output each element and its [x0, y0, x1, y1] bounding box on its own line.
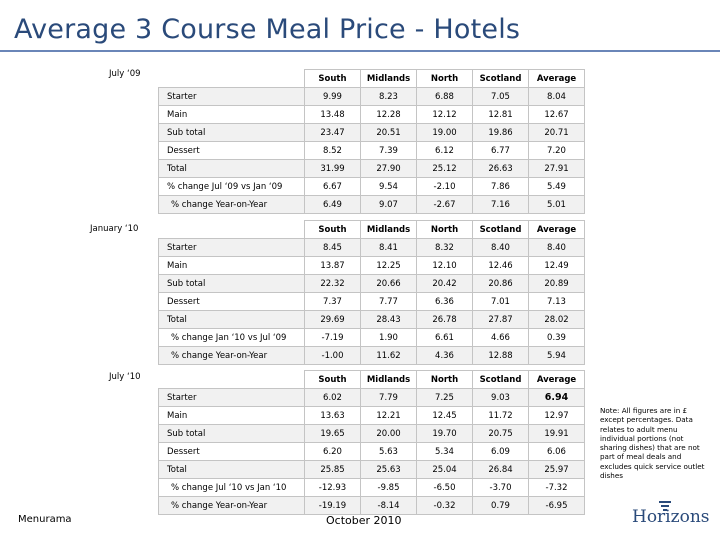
table-row [159, 497, 585, 515]
cell-value: 4.36 [417, 347, 473, 365]
cell-value: 12.46 [473, 257, 529, 275]
row-label: % change Jan ‘10 vs Jul ‘09 [159, 329, 305, 347]
table-row [159, 106, 585, 124]
cell-value: 11.62 [361, 347, 417, 365]
cell-value: 8.45 [305, 239, 361, 257]
cell-value: 20.51 [361, 124, 417, 142]
cell-value: 23.47 [305, 124, 361, 142]
cell-value: 29.69 [305, 311, 361, 329]
column-header-scotland: Scotland [473, 371, 529, 389]
table-row [159, 88, 585, 106]
cell-value: 19.70 [417, 425, 473, 443]
cell-value: 19.91 [529, 425, 585, 443]
cell-value: 5.49 [529, 178, 585, 196]
cell-value: 27.90 [361, 160, 417, 178]
cell-value: 6.06 [529, 443, 585, 461]
cell-value: 9.54 [361, 178, 417, 196]
cell-value: 6.36 [417, 293, 473, 311]
cell-value: 7.39 [361, 142, 417, 160]
cell-value: 26.63 [473, 160, 529, 178]
cell-value: -2.67 [417, 196, 473, 214]
cell-value: 12.25 [361, 257, 417, 275]
cell-value: -7.19 [305, 329, 361, 347]
period-label-jul-10: July ‘10 [109, 372, 141, 382]
cell-value: 25.04 [417, 461, 473, 479]
column-header-midlands: Midlands [361, 70, 417, 88]
table-row [159, 160, 585, 178]
table-header-row [159, 221, 585, 239]
cell-value: 7.79 [361, 389, 417, 407]
table-row [159, 275, 585, 293]
cell-value: 12.45 [417, 407, 473, 425]
cell-value: 12.88 [473, 347, 529, 365]
price-table-jul-10 [158, 370, 585, 515]
cell-value: 7.05 [473, 88, 529, 106]
cell-value: 6.09 [473, 443, 529, 461]
cell-value: 12.49 [529, 257, 585, 275]
column-header-south: South [305, 221, 361, 239]
column-header-average: Average [529, 221, 585, 239]
cell-value: -9.85 [361, 479, 417, 497]
row-label: Total [159, 160, 305, 178]
row-label: % change Year-on-Year [159, 196, 305, 214]
cell-value: 12.12 [417, 106, 473, 124]
cell-value: 12.81 [473, 106, 529, 124]
cell-value: 7.86 [473, 178, 529, 196]
column-header-north: North [417, 70, 473, 88]
cell-value: -7.32 [529, 479, 585, 497]
cell-value: 7.77 [361, 293, 417, 311]
cell-value: 6.49 [305, 196, 361, 214]
table-row [159, 142, 585, 160]
table-row [159, 239, 585, 257]
cell-value: 7.16 [473, 196, 529, 214]
price-table-jul-09 [158, 69, 585, 214]
cell-value: 7.37 [305, 293, 361, 311]
table-row [159, 389, 585, 407]
cell-value: 6.20 [305, 443, 361, 461]
price-table-jan-10 [158, 220, 585, 365]
cell-value: 20.89 [529, 275, 585, 293]
column-header-average: Average [529, 70, 585, 88]
cell-value: -12.93 [305, 479, 361, 497]
header-blank-cell [159, 371, 305, 389]
cell-value: 25.97 [529, 461, 585, 479]
row-label: Dessert [159, 293, 305, 311]
cell-value: 5.94 [529, 347, 585, 365]
cell-value: 20.66 [361, 275, 417, 293]
cell-value: 12.10 [417, 257, 473, 275]
column-header-midlands: Midlands [361, 371, 417, 389]
column-header-scotland: Scotland [473, 70, 529, 88]
cell-value: 26.84 [473, 461, 529, 479]
table-row [159, 311, 585, 329]
row-label: Main [159, 407, 305, 425]
cell-value: 0.39 [529, 329, 585, 347]
cell-value: 8.23 [361, 88, 417, 106]
row-label: Dessert [159, 142, 305, 160]
table-row [159, 425, 585, 443]
cell-value: 6.67 [305, 178, 361, 196]
cell-value: 5.63 [361, 443, 417, 461]
cell-value: 5.34 [417, 443, 473, 461]
row-label: Total [159, 461, 305, 479]
row-label: Sub total [159, 425, 305, 443]
cell-value: 28.43 [361, 311, 417, 329]
cell-value: -1.00 [305, 347, 361, 365]
row-label: Sub total [159, 124, 305, 142]
header-blank-cell [159, 221, 305, 239]
cell-value: 7.25 [417, 389, 473, 407]
row-label: Starter [159, 239, 305, 257]
row-label: % change Jul ‘10 vs Jan ‘10 [159, 479, 305, 497]
table-row [159, 479, 585, 497]
cell-value: 19.00 [417, 124, 473, 142]
cell-value: 20.71 [529, 124, 585, 142]
cell-value: 19.86 [473, 124, 529, 142]
footer-source: Menurama [18, 514, 72, 525]
column-header-south: South [305, 70, 361, 88]
row-label: % change Jul ‘09 vs Jan ‘09 [159, 178, 305, 196]
row-label: Dessert [159, 443, 305, 461]
header-blank-cell [159, 70, 305, 88]
cell-value-highlight: 6.94 [529, 389, 585, 407]
row-label: Sub total [159, 275, 305, 293]
cell-value: 8.41 [361, 239, 417, 257]
cell-value: -0.32 [417, 497, 473, 515]
logo-wordmark: Horizons [632, 507, 710, 527]
table-row [159, 461, 585, 479]
cell-value: 27.91 [529, 160, 585, 178]
row-label: Total [159, 311, 305, 329]
cell-value: 20.42 [417, 275, 473, 293]
cell-value: 6.77 [473, 142, 529, 160]
column-header-south: South [305, 371, 361, 389]
cell-value: 9.07 [361, 196, 417, 214]
cell-value: 6.12 [417, 142, 473, 160]
table-row [159, 329, 585, 347]
cell-value: 9.99 [305, 88, 361, 106]
table-row [159, 178, 585, 196]
cell-value: 1.90 [361, 329, 417, 347]
cell-value: 25.85 [305, 461, 361, 479]
cell-value: 13.87 [305, 257, 361, 275]
cell-value: 6.02 [305, 389, 361, 407]
cell-value: 20.75 [473, 425, 529, 443]
cell-value: 12.28 [361, 106, 417, 124]
cell-value: -3.70 [473, 479, 529, 497]
cell-value: 8.40 [529, 239, 585, 257]
table-header-row [159, 70, 585, 88]
cell-value: 22.32 [305, 275, 361, 293]
cell-value: 12.21 [361, 407, 417, 425]
row-label: Main [159, 257, 305, 275]
table-row [159, 347, 585, 365]
column-header-average: Average [529, 371, 585, 389]
cell-value: 8.40 [473, 239, 529, 257]
table-row [159, 443, 585, 461]
table-header-row [159, 371, 585, 389]
cell-value: 6.61 [417, 329, 473, 347]
table-row [159, 124, 585, 142]
period-label-jan-10: January ‘10 [90, 224, 139, 234]
page-title: Average 3 Course Meal Price - Hotels [14, 14, 521, 45]
cell-value: 13.63 [305, 407, 361, 425]
footer-date: October 2010 [326, 514, 402, 527]
cell-value: -19.19 [305, 497, 361, 515]
cell-value: 4.66 [473, 329, 529, 347]
cell-value: 12.67 [529, 106, 585, 124]
cell-value: 28.02 [529, 311, 585, 329]
column-header-scotland: Scotland [473, 221, 529, 239]
cell-value: 25.63 [361, 461, 417, 479]
cell-value: 27.87 [473, 311, 529, 329]
cell-value: 26.78 [417, 311, 473, 329]
column-header-midlands: Midlands [361, 221, 417, 239]
cell-value: 20.86 [473, 275, 529, 293]
column-header-north: North [417, 221, 473, 239]
row-label: Starter [159, 88, 305, 106]
horizons-logo [632, 501, 708, 531]
row-label: Starter [159, 389, 305, 407]
cell-value: 31.99 [305, 160, 361, 178]
cell-value: 12.97 [529, 407, 585, 425]
row-label: % change Year-on-Year [159, 497, 305, 515]
cell-value: 6.88 [417, 88, 473, 106]
cell-value: 8.52 [305, 142, 361, 160]
cell-value: -2.10 [417, 178, 473, 196]
column-header-north: North [417, 371, 473, 389]
table-row [159, 196, 585, 214]
cell-value: 7.13 [529, 293, 585, 311]
cell-value: 5.01 [529, 196, 585, 214]
cell-value: 20.00 [361, 425, 417, 443]
cell-value: -6.95 [529, 497, 585, 515]
cell-value: 9.03 [473, 389, 529, 407]
cell-value: 8.04 [529, 88, 585, 106]
cell-value: -6.50 [417, 479, 473, 497]
cell-value: 7.01 [473, 293, 529, 311]
footnote: Note: All figures are in £ except percentages. Data relates to adult menu individual portions (not sharing dishes) that are not part of meal deals and excludes quick service outlet dishes [600, 406, 705, 481]
table-row [159, 407, 585, 425]
cell-value: 0.79 [473, 497, 529, 515]
cell-value: 19.65 [305, 425, 361, 443]
period-label-jul-09: July ‘09 [109, 69, 141, 79]
table-row [159, 257, 585, 275]
row-label: Main [159, 106, 305, 124]
cell-value: 7.20 [529, 142, 585, 160]
table-row [159, 293, 585, 311]
cell-value: 25.12 [417, 160, 473, 178]
cell-value: 8.32 [417, 239, 473, 257]
title-underline [0, 50, 720, 52]
cell-value: -8.14 [361, 497, 417, 515]
row-label: % change Year-on-Year [159, 347, 305, 365]
cell-value: 13.48 [305, 106, 361, 124]
cell-value: 11.72 [473, 407, 529, 425]
